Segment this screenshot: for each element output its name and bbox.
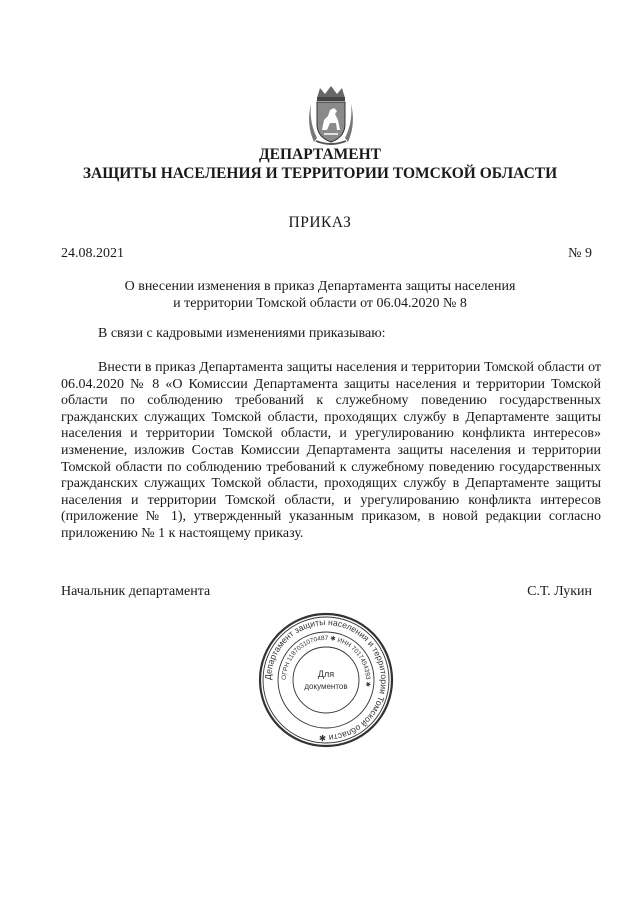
seal-outer-text: Департамент защиты населения и территории Томской области ✱ — [262, 616, 390, 744]
body-line: изменение, изложив Состав Комиссии Департамента защиты населения и территории — [61, 442, 601, 458]
signatory-name: С.Т. Лукин — [527, 584, 592, 599]
body-line: приложению № 1 к настоящему приказу. — [61, 525, 304, 541]
order-body — [61, 360, 601, 543]
order-subject — [0, 278, 640, 312]
department-title-line2: ЗАЩИТЫ НАСЕЛЕНИЯ И ТЕРРИТОРИИ ТОМСКОЙ ОБЛАСТИ — [82, 165, 558, 182]
subject-line: и территории Томской области от 06.04.2020 № 8 — [173, 296, 467, 311]
preamble-paragraph: В связи с кадровыми изменениями приказываю: — [98, 326, 386, 341]
tomsk-coat-of-arms-icon — [308, 84, 354, 146]
order-title: ПРИКАЗ — [288, 214, 352, 231]
subject-line: О внесении изменения в приказ Департамента защиты населения — [124, 279, 516, 294]
body-line: населения и территории Томской области, и урегулированию конфликта интересов — [61, 492, 601, 508]
seal-center-line1: Для — [317, 669, 335, 679]
order-date: 24.08.2021 — [61, 246, 124, 261]
body-line: населения и территории Томской области, и урегулированию конфликта интересов» — [61, 426, 601, 442]
body-line: области по соблюдению требований к служебному поведению государственных — [61, 393, 601, 409]
body-line: гражданских служащих Томской области, проходящих службу в Департаменте защиты — [61, 476, 601, 492]
seal-inner-text: ОГРН 1187031070487 ✱ ИНН 7017454393 ✱ — [280, 634, 372, 688]
official-seal-stamp — [258, 612, 394, 748]
body-line: (приложение № 1), утвержденный указанным приказом, в новой редакции согласно — [61, 509, 601, 525]
signatory-position: Начальник департамента — [61, 584, 211, 599]
body-line: Томской области по соблюдению требований к служебному поведению государственных — [61, 459, 601, 475]
order-number: № 9 — [568, 246, 592, 261]
body-line: гражданских служащих Томской области, проходящих службу в Департаменте защиты — [61, 409, 601, 425]
body-line: Внести в приказ Департамента защиты населения и территории Томской области от — [98, 360, 601, 375]
department-title-line1: ДЕПАРТАМЕНТ — [258, 146, 382, 163]
seal-center-line2: документов — [304, 682, 348, 691]
body-line: 06.04.2020 № 8 «О Комиссии Департамента защиты населения и территории Томской — [61, 376, 601, 392]
